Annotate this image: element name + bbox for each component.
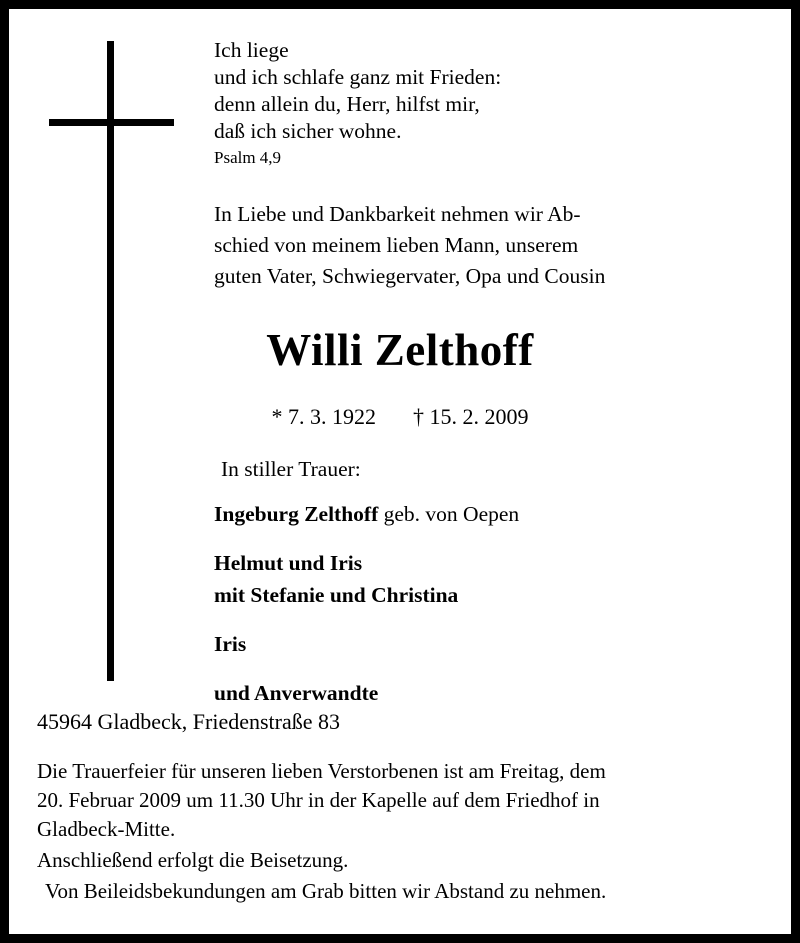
mourner-entry-1 [214, 498, 759, 530]
verse-reference: Psalm 4,9 [214, 148, 282, 167]
death-date: † 15. 2. 2009 [413, 404, 529, 429]
mourner-name-4: Iris [214, 632, 247, 656]
verse-line-1: Ich liege [214, 38, 289, 62]
verse-line-2: und ich schlafe ganz mit Frieden: [214, 65, 502, 89]
closing-note: Von Beileidsbekundungen am Grab bitten wir Abstand zu nehmen. [45, 879, 607, 903]
cross-horizontal-bar [49, 119, 174, 126]
intro-line-2: schied von meinem lieben Mann, unserem [214, 233, 579, 257]
ceremony-details [37, 757, 765, 875]
mourners-heading: In stiller Trauer: [221, 457, 361, 481]
intro-line-1: In Liebe und Dankbarkeit nehmen wir Ab- [214, 202, 581, 226]
mourner-suffix-1: geb. von Oepen [378, 502, 520, 526]
verse-block [214, 37, 759, 170]
mourner-entry-3 [214, 628, 759, 660]
deceased-name: Willi Zelthoff [266, 325, 534, 375]
birth-date: * 7. 3. 1922 [271, 404, 376, 429]
life-dates [9, 404, 791, 430]
ceremony-line-1: Die Trauerfeier für unseren lieben Verstorbenen ist am Freitag, dem [37, 759, 606, 783]
mourner-name-1: Ingeburg Zelthoff [214, 502, 379, 526]
ceremony-line-2: 20. Februar 2009 um 11.30 Uhr in der Kapelle auf dem Friedhof in [37, 788, 600, 812]
intro-line-3: guten Vater, Schwiegervater, Opa und Cousin [214, 264, 606, 288]
mourner-name-5: und Anverwandte [214, 681, 379, 705]
mourner-entry-2 [214, 547, 759, 611]
verse-line-3: denn allein du, Herr, hilfst mir, [214, 92, 480, 116]
mourners-block [214, 457, 759, 726]
address-line: 45964 Gladbeck, Friedenstraße 83 [37, 709, 341, 734]
verse-line-4: daß ich sicher wohne. [214, 119, 402, 143]
mourner-name-3: mit Stefanie und Christina [214, 583, 459, 607]
ceremony-line-3: Gladbeck-Mitte. [37, 817, 176, 841]
mourner-entry-4 [214, 677, 759, 709]
intro-text [214, 199, 759, 292]
mourner-name-2: Helmut und Iris [214, 551, 363, 575]
ceremony-line-4: Anschließend erfolgt die Beisetzung. [37, 848, 349, 872]
